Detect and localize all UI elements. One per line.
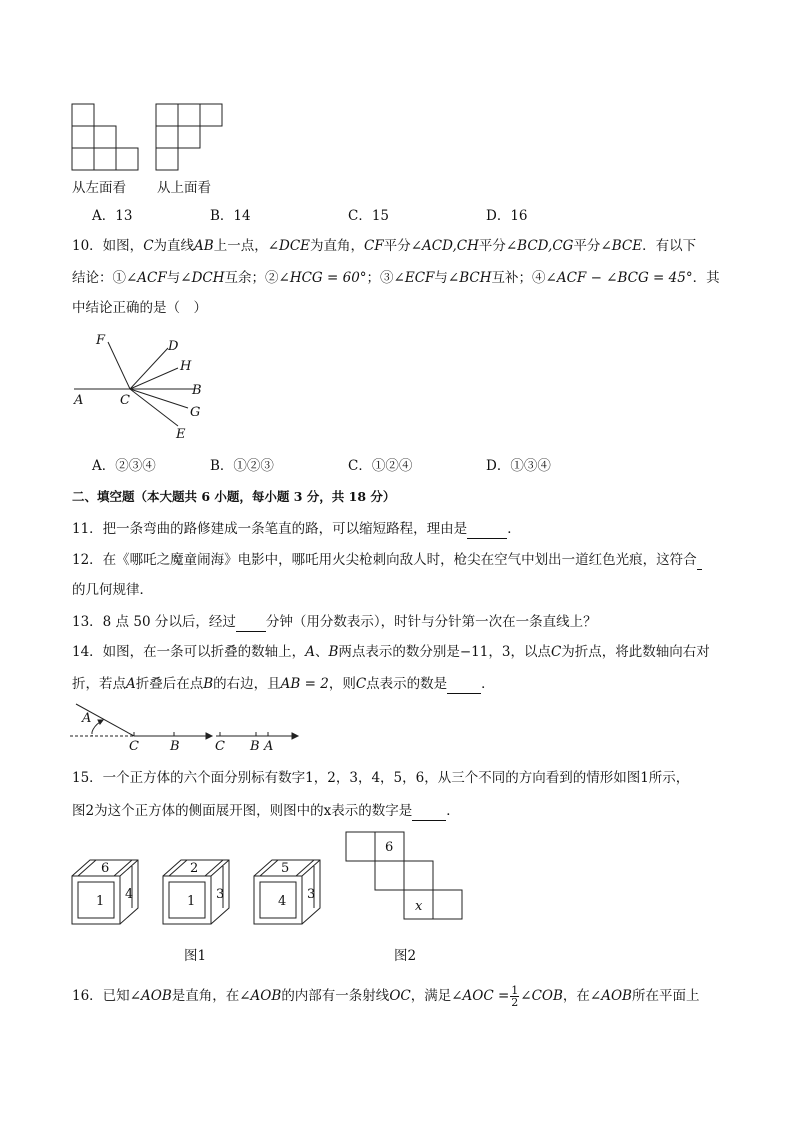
ray-cf <box>108 342 130 389</box>
ray-ce <box>130 389 178 426</box>
cube2-right: 3 <box>216 887 225 902</box>
q10-choice-a: A．②③④ <box>92 458 156 474</box>
net-cell <box>404 861 433 890</box>
q15-cube-1 <box>70 858 150 938</box>
q9-choice-b: B．14 <box>210 208 251 224</box>
fold-arrow <box>92 722 100 732</box>
q15-cube-3 <box>252 858 332 938</box>
q10-line2: 结论：①∠ACF与∠DCH互余；②∠HCG = 60°；③∠ECF与∠BCH互补；④∠ACF − ∠BCG = 45°．其 <box>72 270 720 286</box>
label-e: E <box>176 427 186 442</box>
grid-cell <box>94 126 116 148</box>
q12-answer-blank <box>697 549 702 570</box>
label-c2: C <box>215 739 225 754</box>
q15-net-figure <box>344 830 474 930</box>
net-x-label: x <box>415 899 423 914</box>
axis-arrow <box>206 733 212 739</box>
label-g: G <box>190 405 201 420</box>
label-b: B <box>170 739 180 754</box>
grid-cell <box>178 104 200 126</box>
q14-line1: 14．如图，在一条可以折叠的数轴上，A、B两点表示的数分别是−11，3，以点C为折点，将此数轴向右对 <box>72 644 710 660</box>
grid-cell <box>156 148 178 170</box>
ray-cd <box>130 348 168 389</box>
ray-ch <box>130 368 178 389</box>
q14-fold-figure <box>70 702 310 752</box>
label-a: A <box>74 393 84 408</box>
label-c: C <box>129 739 139 754</box>
q16-line: 16．已知∠AOB是直角，在∠AOB的内部有一条射线OC，满足∠AOC = $\frac{1}{2}$ ∠COB，在∠AOB所在平面上 <box>72 984 700 1009</box>
net-cell <box>433 890 462 919</box>
q13-answer-blank <box>236 611 266 632</box>
q15-answer-blank <box>412 800 446 821</box>
grid-cell <box>156 126 178 148</box>
grid-cell <box>156 104 178 126</box>
q12-line1: 12．在《哪吒之魔童闹海》电影中，哪吒用火尖枪刺向敌人时，枪尖在空气中划出一道红色光痕，这符合 <box>72 549 702 570</box>
q15-line1: 15．一个正方体的六个面分别标有数字1，2，3，4，5，6，从三个不同的方向看到的情形如图1所示， <box>72 770 690 786</box>
q13-line: 13．8 点 50 分以后，经过 分钟（用分数表示），时针与分针第一次在一条直线上？ <box>72 611 597 632</box>
grid-cell <box>94 148 116 170</box>
q10-line3: 中结论正确的是（ ） <box>72 300 207 316</box>
q12-line2: 的几何规律． <box>72 582 153 598</box>
grid-cell <box>72 126 94 148</box>
q10-choice-d: D．①③④ <box>486 458 551 474</box>
q9-left-view-label: 从左面看 <box>72 180 126 196</box>
q10-line1: 10．如图，C为直线AB上一点，∠DCE为直角，CF平分∠ACD,CH平分∠BCD,CG平分∠BCE．有以下 <box>72 238 697 254</box>
label-a: A <box>82 711 92 726</box>
q14-line2: 折，若点A折叠后在点B的右边，且AB = 2，则C点表示的数是 ． <box>72 673 495 694</box>
cube1-right: 4 <box>125 887 134 902</box>
net-top-number: 6 <box>385 840 394 855</box>
grid-cell <box>72 148 94 170</box>
q10-figure <box>72 332 212 442</box>
net-cell <box>375 861 404 890</box>
label-h: H <box>180 359 192 374</box>
q11-line: 11．把一条弯曲的路修建成一条笔直的路，可以缩短路程，理由是 ． <box>72 518 521 539</box>
cube3-front: 4 <box>278 894 287 909</box>
label-c: C <box>120 393 130 408</box>
section2-title: 二、填空题（本大题共 6 小题，每小题 3 分，共 18 分） <box>72 489 396 504</box>
q15-line2: 图2为这个正方体的侧面展开图，则图中的x表示的数字是 ． <box>72 800 460 821</box>
grid-cell <box>72 104 94 126</box>
q15-cube-2 <box>161 858 241 938</box>
label-a2: A <box>264 739 274 754</box>
cube3-top: 5 <box>281 861 290 876</box>
label-b: B <box>192 383 202 398</box>
q11-answer-blank <box>467 518 507 539</box>
q14-answer-blank <box>447 673 481 694</box>
cube2-top: 2 <box>190 861 199 876</box>
q9-choice-c: C．15 <box>348 208 390 224</box>
q9-top-view-figure <box>156 104 236 174</box>
q10-choice-b: B．①②③ <box>210 458 274 474</box>
ray-cg <box>130 389 188 408</box>
label-b2: B <box>250 739 260 754</box>
cube2-front: 1 <box>187 894 196 909</box>
q15-fig1-caption: 图1 <box>184 948 207 964</box>
cube1-top: 6 <box>101 861 110 876</box>
fraction-one-half: $\frac{1}{2}$ <box>511 984 519 1009</box>
grid-cell <box>200 104 222 126</box>
grid-cell <box>178 126 200 148</box>
q9-choice-d: D．16 <box>486 208 528 224</box>
axis2-arrow <box>292 733 298 739</box>
q10-choice-c: C．①②④ <box>348 458 413 474</box>
label-f: F <box>96 333 106 348</box>
cube1-front: 1 <box>96 894 105 909</box>
q15-fig2-caption: 图2 <box>394 948 417 964</box>
q9-top-view-label: 从上面看 <box>157 180 211 196</box>
label-d: D <box>168 339 179 354</box>
q9-left-view-figure <box>72 104 152 174</box>
cube3-right: 3 <box>307 887 316 902</box>
net-cell <box>346 832 375 861</box>
grid-cell <box>116 148 138 170</box>
q9-choice-a: A．13 <box>92 208 133 224</box>
